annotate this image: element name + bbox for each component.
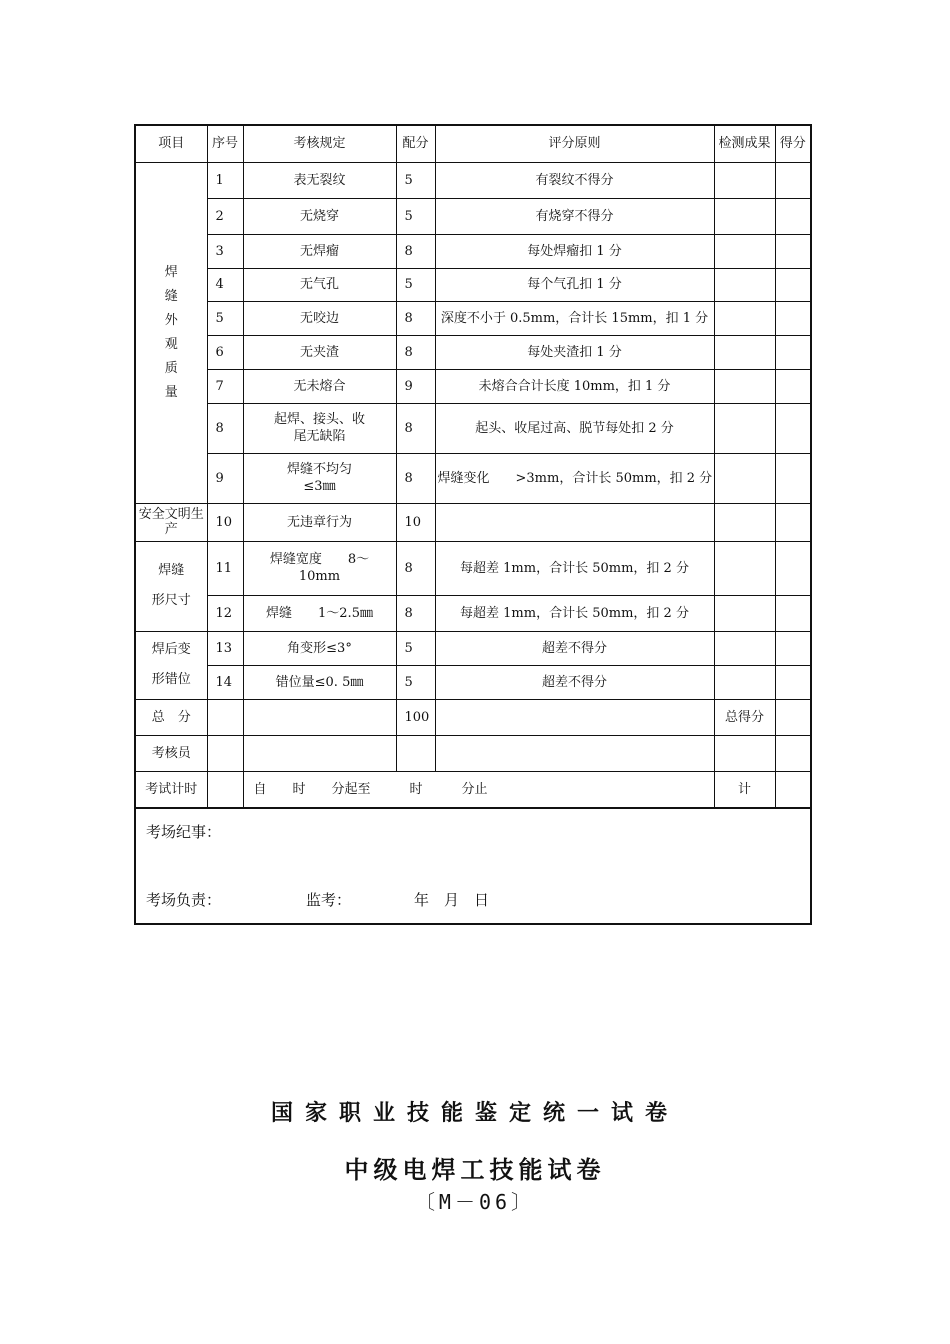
row-rule: 无咬边 [243, 301, 396, 335]
row-rule: 无烧穿 [243, 198, 396, 234]
got-cell[interactable] [775, 403, 810, 453]
row-score: 8 [396, 541, 435, 595]
result-cell[interactable] [714, 541, 775, 595]
total-score: 100 [396, 699, 435, 735]
header-rule: 考核规定 [243, 126, 396, 162]
row-rule: 焊缝 1～2.5㎜ [243, 595, 396, 631]
row-score: 5 [396, 268, 435, 301]
table-row [136, 595, 810, 631]
row-principle: 超差不得分 [435, 631, 714, 665]
row-score: 8 [396, 453, 435, 503]
header-score: 配分 [396, 126, 435, 162]
total-row [136, 699, 810, 735]
table-row [136, 369, 810, 403]
group-appearance: 焊 缝 外 观 质 量 [136, 162, 207, 503]
total-got-label: 总得分 [714, 699, 775, 735]
timer-calc-label: 计 [714, 771, 775, 807]
total-label: 总 分 [136, 699, 207, 735]
timer-text: 自 时 分起至 时 分止 [243, 771, 714, 807]
row-principle: 有裂纹不得分 [435, 162, 714, 198]
row-rule: 无未熔合 [243, 369, 396, 403]
got-cell[interactable] [775, 369, 810, 403]
exam-title: 国家职业技能鉴定统一试卷 [270, 1101, 679, 1126]
exam-subtitle: 中级电焊工技能试卷 [344, 1156, 606, 1184]
header-got: 得分 [775, 126, 810, 162]
result-cell[interactable] [714, 268, 775, 301]
header-principle: 评分原则 [435, 126, 714, 162]
total-got-cell[interactable] [775, 699, 810, 735]
row-score: 9 [396, 369, 435, 403]
row-principle [435, 503, 714, 541]
table-row [136, 335, 810, 369]
row-no: 8 [207, 403, 243, 453]
got-cell[interactable] [775, 665, 810, 699]
got-cell[interactable] [775, 268, 810, 301]
table-row [136, 268, 810, 301]
result-cell[interactable] [714, 335, 775, 369]
row-rule: 无气孔 [243, 268, 396, 301]
table-row [136, 301, 810, 335]
row-principle: 每处夹渣扣 1 分 [435, 335, 714, 369]
row-principle: 每个气孔扣 1 分 [435, 268, 714, 301]
result-cell[interactable] [714, 234, 775, 268]
result-cell[interactable] [714, 665, 775, 699]
row-score: 8 [396, 234, 435, 268]
monitor-label: 监考： [306, 890, 352, 909]
row-rule: 起焊、接头、收 尾无缺陷 [243, 403, 396, 453]
exam-code: 〔M－06〕 [414, 1190, 536, 1214]
row-principle: 深度不小于 0.5mm，合计长 15mm，扣 1 分 [435, 301, 714, 335]
row-principle: 焊缝变化 >3mm，合计长 50mm，扣 2 分 [435, 453, 714, 503]
group-safety: 安全文明生产 [136, 503, 207, 541]
responsible-label: 考场负责： [146, 890, 222, 909]
header-item: 项目 [136, 126, 207, 162]
group-deform: 焊后变 形错位 [136, 631, 207, 699]
result-cell[interactable] [714, 162, 775, 198]
result-cell[interactable] [714, 198, 775, 234]
header-no: 序号 [207, 126, 243, 162]
row-score: 5 [396, 631, 435, 665]
row-score: 8 [396, 301, 435, 335]
score-sheet [134, 124, 812, 925]
row-principle: 超差不得分 [435, 665, 714, 699]
table-row [136, 453, 810, 503]
row-principle: 每超差 1mm，合计长 50mm，扣 2 分 [435, 541, 714, 595]
timer-label: 考试计时 [136, 771, 207, 807]
row-no: 13 [207, 631, 243, 665]
row-principle: 每处焊瘤扣 1 分 [435, 234, 714, 268]
header-row [136, 126, 810, 162]
row-score: 8 [396, 595, 435, 631]
score-table [136, 126, 810, 808]
row-no: 4 [207, 268, 243, 301]
row-score: 8 [396, 403, 435, 453]
got-cell[interactable] [775, 162, 810, 198]
row-no: 7 [207, 369, 243, 403]
table-row [136, 162, 810, 198]
row-no: 6 [207, 335, 243, 369]
row-score: 5 [396, 665, 435, 699]
row-score: 10 [396, 503, 435, 541]
got-cell[interactable] [775, 335, 810, 369]
row-rule: 焊缝宽度 8～ 10mm [243, 541, 396, 595]
row-score: 5 [396, 162, 435, 198]
row-score: 8 [396, 335, 435, 369]
row-no: 5 [207, 301, 243, 335]
discipline-label: 考场纪事： [146, 822, 222, 841]
row-no: 12 [207, 595, 243, 631]
group-shape: 焊缝 形尺寸 [136, 541, 207, 631]
row-rule: 无夹渣 [243, 335, 396, 369]
row-rule: 角变形≤3° [243, 631, 396, 665]
result-cell[interactable] [714, 301, 775, 335]
row-no: 9 [207, 453, 243, 503]
result-cell[interactable] [714, 403, 775, 453]
row-no: 1 [207, 162, 243, 198]
examiner-label: 考核员 [136, 735, 207, 771]
got-cell[interactable] [775, 453, 810, 503]
result-cell[interactable] [714, 595, 775, 631]
table-row [136, 198, 810, 234]
row-principle: 起头、收尾过高、脱节每处扣 2 分 [435, 403, 714, 453]
result-cell[interactable] [714, 453, 775, 503]
row-principle: 未熔合合计长度 10mm，扣 1 分 [435, 369, 714, 403]
examiner-row [136, 735, 810, 771]
result-cell[interactable] [714, 631, 775, 665]
row-no: 2 [207, 198, 243, 234]
row-rule: 错位量≤0. 5㎜ [243, 665, 396, 699]
got-cell[interactable] [775, 541, 810, 595]
date-label: 年 月 日 [414, 890, 490, 909]
got-cell[interactable] [775, 631, 810, 665]
row-rule: 焊缝不均匀 ≤3㎜ [243, 453, 396, 503]
table-row [136, 234, 810, 268]
table-row [136, 403, 810, 453]
row-no: 10 [207, 503, 243, 541]
result-cell[interactable] [714, 369, 775, 403]
exam-record-box [136, 808, 810, 923]
row-principle: 有烧穿不得分 [435, 198, 714, 234]
examiner-name-cell[interactable] [243, 735, 396, 771]
got-cell[interactable] [775, 234, 810, 268]
table-row [136, 665, 810, 699]
got-cell[interactable] [775, 301, 810, 335]
header-result: 检测成果 [714, 126, 775, 162]
got-cell[interactable] [775, 503, 810, 541]
row-principle: 每超差 1mm，合计长 50mm，扣 2 分 [435, 595, 714, 631]
result-cell[interactable] [714, 503, 775, 541]
row-no: 14 [207, 665, 243, 699]
got-cell[interactable] [775, 198, 810, 234]
timer-calc-cell[interactable] [775, 771, 810, 807]
row-no: 3 [207, 234, 243, 268]
got-cell[interactable] [775, 595, 810, 631]
timer-row [136, 771, 810, 807]
table-row [136, 541, 810, 595]
row-rule: 表无裂纹 [243, 162, 396, 198]
row-rule: 无焊瘤 [243, 234, 396, 268]
table-row [136, 631, 810, 665]
table-row [136, 503, 810, 541]
row-no: 11 [207, 541, 243, 595]
row-rule: 无违章行为 [243, 503, 396, 541]
row-score: 5 [396, 198, 435, 234]
